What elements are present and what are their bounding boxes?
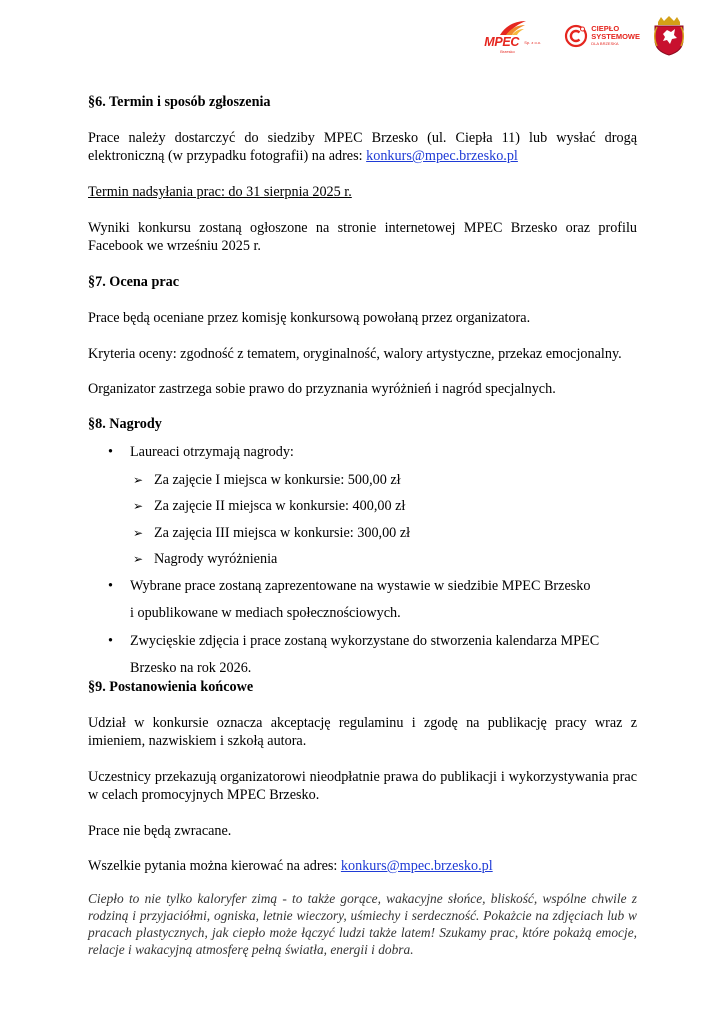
city-crest-icon [652,16,686,56]
section-9-contact-text: Wszelkie pytania można kierować na adres: [88,858,341,874]
bullet-dot-icon: • [108,632,113,649]
section-7-paragraph-3: Organizator zastrzega sobie prawo do przyznania wyróżnień i nagród specjalnych. [88,381,556,397]
arrow-bullet-icon: ➢ [133,552,144,566]
section-6-delivery-paragraph [88,129,637,165]
mpec-logo-word: MPEC [484,35,520,49]
prize-item [88,467,637,494]
section-6-heading: §6. Termin i sposób zgłoszenia [88,94,271,110]
prize-label: Nagrody wyróżnienia [154,551,278,567]
calendar-line-1: Zwycięskie zdjęcia i prace zostaną wykorzystane do stworzenia kalendarza MPEC [130,632,600,649]
mpec-logo-city: Brzesko [500,49,515,54]
prizes-list [88,439,637,683]
section-9-heading: §9. Postanowienia końcowe [88,679,254,695]
list-item [88,573,637,628]
section-6-deadline: Termin nadsyłania prac: do 31 sierpnia 2025 r. [88,184,352,200]
list-item [88,439,637,467]
exhibition-line-1: Wybrane prace zostaną zaprezentowane na wystawie w siedzibie MPEC Brzesko [130,577,591,594]
cieplo-logo-line2: SYSTEMOWE [591,32,640,41]
calendar-line-2: Brzesko na rok 2026. [130,660,252,676]
prize-label: Za zajęcie I miejsca w konkursie: 500,00 zł [154,471,401,488]
bullet-dot-icon: • [108,444,113,460]
arrow-bullet-icon: ➢ [133,472,144,487]
arrow-bullet-icon: ➢ [133,499,144,513]
section-6-results-paragraph: Wyniki konkursu zostaną ogłoszone na stronie internetowej MPEC Brzesko oraz profilu Facebook we wrześniu 2025 r. [88,220,637,254]
bullet-dot-icon: • [108,577,113,594]
prizes-intro: Laureaci otrzymają nagrody: [130,444,294,460]
cieplo-logo-line3: DLA BRZESKA [591,41,619,46]
footer-quote: Ciepło to nie tylko kaloryfer zimą - to także gorące, wakacyjne słońce, bliskość, wspólne chwile z rodziną i przyjaciółmi, ogniska, letnie wieczory, uśmiechy i serdeczność. Pokażcie na zdjęciach lub w pracach plastycznych, jak ciepło może łączyć ludzi także latem! Szukamy prac, które pokażą emocje, relacje i wakacyjną atmosferę pełną światła, energii i dobra. [88,891,637,957]
section-9-paragraph-3: Prace nie będą zwracane. [88,823,232,839]
cieplo-c-icon [564,24,588,48]
section-9-paragraph-2: Uczestnicy przekazują organizatorowi nieodpłatnie prawa do publikacji i wykorzystywania prac w celach promocyjnych MPEC Brzesko. [88,769,637,803]
section-9-paragraph-1: Udział w konkursie oznacza akceptację regulaminu i zgodę na publikację pracy wraz z imieniem, nazwiskiem i szkołą autora. [88,715,637,749]
section-7-heading: §7. Ocena prac [88,274,180,290]
section-7-paragraph-2: Kryteria oceny: zgodność z tematem, oryginalność, walory artystyczne, przekaz emocjonalny. [88,346,622,362]
exhibition-line-2: i opublikowane w mediach społecznościowych. [130,605,401,621]
prize-label: Za zajęcia III miejsca w konkursie: 300,00 zł [154,524,411,541]
prize-item [88,520,637,547]
section-6-delivery-text: Prace należy dostarczyć do siedziby MPEC Brzesko (ul. Ciepła 11) lub wysłać drogą elektroniczną (w przypadku fotografii) na adres: [88,130,637,164]
prize-item [88,493,637,520]
arrow-bullet-icon: ➢ [133,525,144,540]
contest-email-link[interactable]: konkurs@mpec.brzesko.pl [366,148,518,164]
section-9-contact-paragraph [88,857,493,875]
header-logos [482,16,686,56]
mpec-logo-sub: Sp. z o.o. [524,40,542,45]
section-7-paragraph-1: Prace będą oceniane przez komisję konkursową powołaną przez organizatora. [88,310,531,326]
section-8-heading: §8. Nagrody [88,416,162,432]
cieplo-logo-line1: CIEPŁO [591,24,620,33]
prize-label: Za zajęcie II miejsca w konkursie: 400,00 zł [154,498,406,514]
prize-item [88,546,637,573]
contact-email-link[interactable]: konkurs@mpec.brzesko.pl [340,858,493,874]
mpec-logo [482,16,552,56]
cieplo-systemowe-logo [564,24,640,48]
list-item [88,628,637,683]
